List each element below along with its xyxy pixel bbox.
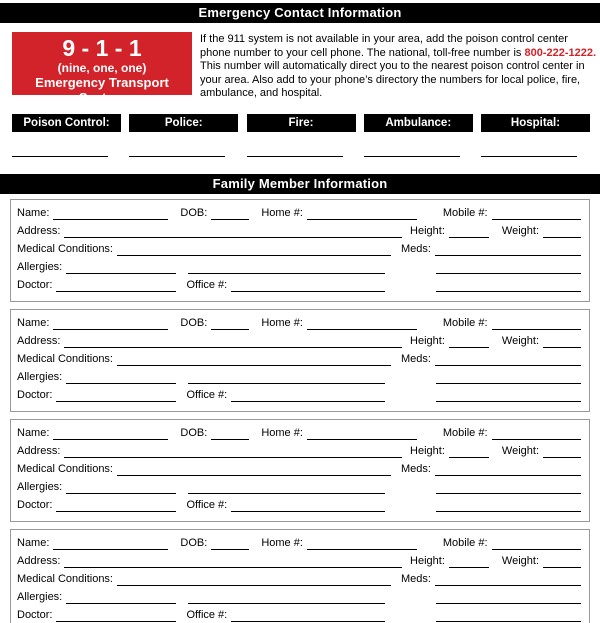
emergency-number-phonetic: (nine, one, one) [57,61,147,75]
doctor-blank-line [56,610,176,622]
police-blank-line [129,156,225,157]
meds-blank-line [435,244,581,256]
allergies-blank-line [66,592,176,604]
office-phone-label: Office #: [186,608,228,621]
member-row-address [17,445,581,458]
name-label: Name: [17,316,50,329]
weight-label: Weight: [501,554,539,567]
dob-label: DOB: [180,426,208,439]
home-phone-blank-line [307,208,417,220]
member-row-allergies [17,481,581,494]
home-phone-blank-line [307,318,417,330]
allergies-blank-line [66,482,176,494]
mobile-phone-blank-line [492,428,581,440]
contact-label-fire: Fire: [247,114,356,132]
home-phone-label: Home #: [261,536,303,549]
member-row-address [17,555,581,568]
member-row-address [17,335,581,348]
doctor-label: Doctor: [17,388,53,401]
emergency-transport-subtitle: Emergency Transport System [35,75,169,105]
medical-conditions-label: Medical Conditions: [17,462,113,475]
member-row-allergies [17,371,581,384]
member-row-identity [17,537,581,550]
weight-label: Weight: [501,444,539,457]
doctor-label: Doctor: [17,278,53,291]
member-row-address [17,225,581,238]
poison-control-phone-number: 800-222-1222. [524,46,597,59]
meds-continuation-line [436,482,581,494]
member-row-allergies [17,261,581,274]
emergency-911-box [12,32,192,105]
height-blank-line [449,556,489,568]
meds-continuation-line [436,262,581,274]
weight-label: Weight: [501,334,539,347]
weight-blank-line [543,446,581,458]
weight-blank-line [543,556,581,568]
contact-label-police: Police: [129,114,238,132]
meds-label: Meds: [401,462,431,475]
member-row-doctor [17,499,581,512]
member-row-doctor [17,389,581,402]
address-label: Address: [17,554,61,567]
address-blank-line [64,226,402,238]
member-row-medical [17,463,581,476]
emergency-number: 9 - 1 - 1 [62,35,142,61]
height-blank-line [449,226,489,238]
allergies-label: Allergies: [17,590,63,603]
allergies-label: Allergies: [17,480,63,493]
poison-control-blank-line [12,156,108,157]
name-label: Name: [17,536,50,549]
name-label: Name: [17,426,50,439]
fire-blank-line [247,156,343,157]
weight-blank-line [543,336,581,348]
allergies-blank-line [66,262,176,274]
medical-conditions-label: Medical Conditions: [17,352,113,365]
medical-conditions-blank-line [117,574,391,586]
meds-blank-line [435,354,581,366]
mobile-phone-label: Mobile #: [442,536,488,549]
home-phone-blank-line [307,538,417,550]
intro-text-before: If the 911 system is not available in your area, add the poison control center phone number to your cell phone. The national, toll-free number is [200,33,568,59]
meds-continuation-line [436,592,581,604]
family-member-section [10,529,590,623]
mobile-phone-label: Mobile #: [442,316,488,329]
family-member-section [10,309,590,412]
name-blank-line [53,538,168,550]
dob-blank-line [211,538,249,550]
dob-blank-line [211,318,249,330]
family-section-header: Family Member Information [0,174,600,194]
meds-continuation-line-2 [436,390,581,402]
meds-blank-line [435,464,581,476]
medical-conditions-blank-line [117,354,391,366]
mobile-phone-blank-line [492,538,581,550]
member-row-doctor [17,279,581,292]
address-label: Address: [17,334,61,347]
family-member-section [10,419,590,522]
mobile-phone-blank-line [492,318,581,330]
dob-label: DOB: [180,536,208,549]
home-phone-label: Home #: [261,316,303,329]
emergency-contacts-row [12,114,590,132]
doctor-blank-line [56,500,176,512]
height-blank-line [449,446,489,458]
height-label: Height: [410,554,445,567]
member-row-medical [17,353,581,366]
ambulance-blank-line [364,156,460,157]
meds-continuation-line-2 [436,280,581,292]
contact-label-poison-control: Poison Control: [12,114,121,132]
medical-conditions-label: Medical Conditions: [17,242,113,255]
office-phone-label: Office #: [186,388,228,401]
home-phone-label: Home #: [261,426,303,439]
name-label: Name: [17,206,50,219]
doctor-blank-line [56,280,176,292]
height-label: Height: [410,224,445,237]
office-phone-blank-line [231,280,385,292]
meds-continuation-line-2 [436,610,581,622]
doctor-label: Doctor: [17,498,53,511]
meds-continuation-line [436,372,581,384]
home-phone-label: Home #: [261,206,303,219]
doctor-label: Doctor: [17,608,53,621]
medical-conditions-blank-line [117,244,391,256]
doctor-blank-line [56,390,176,402]
name-blank-line [53,428,168,440]
mobile-phone-label: Mobile #: [442,426,488,439]
allergies-continuation-line [188,262,385,274]
mobile-phone-label: Mobile #: [442,206,488,219]
office-phone-label: Office #: [186,498,228,511]
intro-section [12,32,597,105]
meds-label: Meds: [401,352,431,365]
member-row-identity [17,207,581,220]
member-row-identity [17,317,581,330]
contact-label-ambulance: Ambulance: [364,114,473,132]
address-blank-line [64,336,402,348]
allergies-blank-line [66,372,176,384]
home-phone-blank-line [307,428,417,440]
address-label: Address: [17,224,61,237]
meds-label: Meds: [401,572,431,585]
office-phone-blank-line [231,390,385,402]
contact-label-hospital: Hospital: [481,114,590,132]
address-blank-line [64,446,402,458]
dob-label: DOB: [180,316,208,329]
page-title: Emergency Contact Information [0,3,600,23]
office-phone-blank-line [231,500,385,512]
height-blank-line [449,336,489,348]
office-phone-label: Office #: [186,278,228,291]
allergies-continuation-line [188,592,385,604]
medical-conditions-blank-line [117,464,391,476]
allergies-label: Allergies: [17,260,63,273]
height-label: Height: [410,334,445,347]
meds-blank-line [435,574,581,586]
address-blank-line [64,556,402,568]
allergies-label: Allergies: [17,370,63,383]
intro-paragraph [200,32,597,101]
dob-blank-line [211,428,249,440]
member-row-medical [17,243,581,256]
intro-text-after: This number will automatically direct you to the nearest poison control center in your area. Also add to your phone’s directory the numbers for local police, fire, ambulance, and hospital. [200,60,585,100]
member-row-medical [17,573,581,586]
meds-label: Meds: [401,242,431,255]
name-blank-line [53,208,168,220]
family-member-section [10,199,590,302]
medical-conditions-label: Medical Conditions: [17,572,113,585]
address-label: Address: [17,444,61,457]
office-phone-blank-line [231,610,385,622]
dob-blank-line [211,208,249,220]
dob-label: DOB: [180,206,208,219]
name-blank-line [53,318,168,330]
emergency-contacts-blank-lines [12,156,590,158]
hospital-blank-line [481,156,577,157]
meds-continuation-line-2 [436,500,581,512]
member-row-doctor [17,609,581,622]
weight-blank-line [543,226,581,238]
allergies-continuation-line [188,482,385,494]
weight-label: Weight: [501,224,539,237]
allergies-continuation-line [188,372,385,384]
member-row-identity [17,427,581,440]
mobile-phone-blank-line [492,208,581,220]
family-members-list [0,199,600,623]
height-label: Height: [410,444,445,457]
member-row-allergies [17,591,581,604]
